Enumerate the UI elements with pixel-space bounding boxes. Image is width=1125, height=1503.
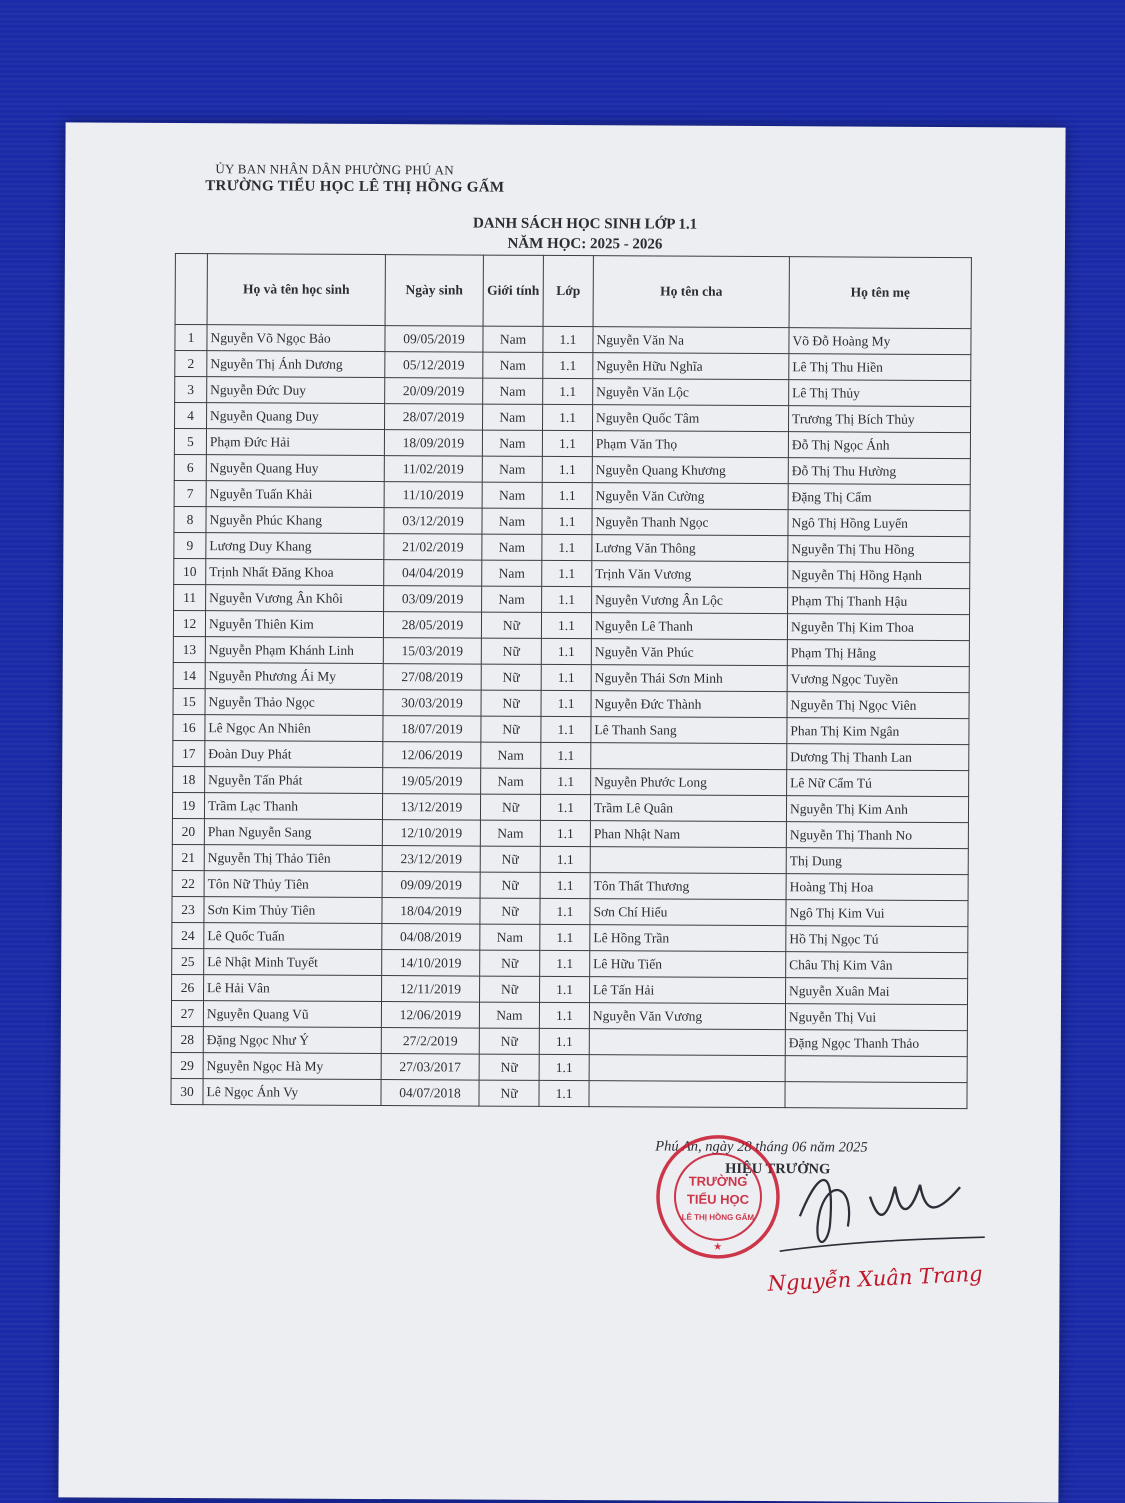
cell-mother-name: Nguyễn Thị Thanh No [786, 822, 968, 849]
cell-father-name: Lê Hữu Tiến [590, 951, 786, 978]
cell-gender: Nữ [479, 1054, 539, 1080]
cell-row-number: 3 [175, 376, 207, 402]
cell-date-of-birth: 04/08/2019 [382, 924, 480, 951]
cell-date-of-birth: 12/10/2019 [382, 820, 480, 847]
cell-student-name: Nguyễn Võ Ngọc Bảo [207, 325, 385, 352]
principal-title: HIỆU TRƯỞNG [725, 1160, 831, 1178]
cell-date-of-birth: 12/11/2019 [382, 976, 480, 1003]
cell-class: 1.1 [542, 560, 592, 586]
cell-class: 1.1 [542, 534, 592, 560]
cell-father-name: Nguyễn Phước Long [591, 769, 787, 796]
cell-mother-name: Nguyễn Thị Kim Thoa [787, 614, 969, 641]
cell-date-of-birth: 18/04/2019 [382, 898, 480, 925]
cell-date-of-birth: 18/07/2019 [383, 716, 481, 743]
cell-row-number: 15 [173, 688, 205, 714]
cell-father-name: Lê Tấn Hải [590, 977, 786, 1004]
cell-class: 1.1 [539, 1054, 589, 1080]
cell-date-of-birth: 03/09/2019 [384, 586, 482, 613]
cell-mother-name: Đặng Ngọc Thanh Thảo [785, 1030, 967, 1057]
cell-date-of-birth: 14/10/2019 [382, 950, 480, 977]
cell-mother-name [785, 1056, 967, 1083]
cell-mother-name: Nguyễn Thị Kim Anh [786, 796, 968, 823]
cell-mother-name: Châu Thị Kim Vân [786, 952, 968, 979]
cell-date-of-birth: 11/10/2019 [384, 482, 482, 509]
cell-date-of-birth: 19/05/2019 [383, 768, 481, 795]
cell-student-name: Lê Quốc Tuấn [204, 923, 382, 950]
agency-name: ỦY BAN NHÂN DÂN PHƯỜNG PHÚ AN [215, 161, 454, 178]
cell-class: 1.1 [543, 352, 593, 378]
cell-gender: Nam [482, 534, 542, 560]
cell-row-number: 26 [172, 974, 204, 1000]
table-body [171, 324, 971, 1108]
cell-row-number: 25 [172, 948, 204, 974]
cell-class: 1.1 [540, 950, 590, 976]
document-page [58, 122, 1065, 1502]
cell-student-name: Tôn Nữ Thủy Tiên [204, 871, 382, 898]
cell-student-name: Nguyễn Vương Ân Khôi [206, 585, 384, 612]
svg-text:TRƯỜNG: TRƯỜNG [688, 1173, 748, 1189]
cell-row-number: 23 [172, 896, 204, 922]
cell-date-of-birth: 23/12/2019 [382, 846, 480, 873]
cell-gender: Nam [482, 482, 542, 508]
cell-row-number: 30 [171, 1078, 203, 1104]
cell-date-of-birth: 18/09/2019 [384, 430, 482, 457]
cell-gender: Nam [482, 456, 542, 482]
cell-class: 1.1 [542, 482, 592, 508]
cell-student-name: Nguyễn Quang Huy [206, 455, 384, 482]
cell-mother-name: Thị Dung [786, 848, 968, 875]
cell-date-of-birth: 12/06/2019 [381, 1002, 479, 1029]
cell-mother-name: Võ Đỗ Hoàng My [789, 328, 971, 355]
cell-student-name: Phan Nguyễn Sang [204, 819, 382, 846]
cell-father-name: Lê Hồng Trần [590, 925, 786, 952]
cell-class: 1.1 [542, 508, 592, 534]
cell-gender: Nam [483, 326, 543, 352]
cell-class: 1.1 [540, 872, 590, 898]
cell-gender: Nam [482, 560, 542, 586]
cell-student-name: Nguyễn Thị Ánh Dương [207, 351, 385, 378]
cell-father-name: Trầm Lê Quân [590, 795, 786, 822]
cell-class: 1.1 [540, 924, 590, 950]
cell-class: 1.1 [541, 742, 591, 768]
cell-date-of-birth: 30/03/2019 [383, 690, 481, 717]
cell-class: 1.1 [542, 430, 592, 456]
cell-father-name [589, 1081, 785, 1108]
cell-date-of-birth: 13/12/2019 [382, 794, 480, 821]
cell-student-name: Sơn Kim Thủy Tiên [204, 897, 382, 924]
cell-father-name [589, 1029, 785, 1056]
cell-student-name: Đoàn Duy Phát [205, 741, 383, 768]
principal-signature [760, 1156, 991, 1267]
cell-father-name [590, 847, 786, 874]
cell-father-name: Nguyễn Văn Lộc [593, 379, 789, 406]
cell-student-name: Trầm Lạc Thanh [204, 793, 382, 820]
cell-student-name: Nguyễn Phạm Khánh Linh [205, 637, 383, 664]
cell-row-number: 16 [173, 714, 205, 740]
cell-class: 1.1 [541, 690, 591, 716]
cell-gender: Nam [480, 820, 540, 846]
cell-father-name: Nguyễn Văn Na [593, 327, 789, 354]
cell-class: 1.1 [542, 456, 592, 482]
cell-class: 1.1 [541, 768, 591, 794]
cell-student-name: Lê Nhật Minh Tuyết [204, 949, 382, 976]
cell-student-name: Nguyễn Thị Thảo Tiên [204, 845, 382, 872]
cell-student-name: Nguyễn Đức Duy [207, 377, 385, 404]
column-header-dob: Ngày sinh [385, 255, 483, 327]
cell-class: 1.1 [543, 404, 593, 430]
cell-student-name: Nguyễn Phúc Khang [206, 507, 384, 534]
cell-row-number: 17 [173, 740, 205, 766]
cell-mother-name [785, 1082, 967, 1109]
cell-row-number: 19 [172, 792, 204, 818]
cell-class: 1.1 [541, 638, 591, 664]
cell-father-name: Nguyễn Vương Ân Lộc [592, 587, 788, 614]
cell-date-of-birth: 05/12/2019 [385, 352, 483, 379]
cell-row-number: 9 [174, 532, 206, 558]
cell-mother-name: Ngô Thị Kim Vui [786, 900, 968, 927]
cell-class: 1.1 [540, 820, 590, 846]
cell-row-number: 29 [171, 1052, 203, 1078]
column-header-student-name: Họ và tên học sinh [207, 254, 385, 326]
cell-student-name: Nguyễn Quang Vũ [203, 1001, 381, 1028]
cell-row-number: 14 [173, 662, 205, 688]
cell-date-of-birth: 21/02/2019 [384, 534, 482, 561]
cell-row-number: 24 [172, 922, 204, 948]
cell-student-name: Nguyễn Tấn Phát [205, 767, 383, 794]
cell-student-name: Lương Duy Khang [206, 533, 384, 560]
column-header-father: Họ tên cha [593, 256, 789, 328]
cell-mother-name: Hồ Thị Ngọc Tú [786, 926, 968, 953]
cell-gender: Nam [482, 508, 542, 534]
cell-date-of-birth: 09/05/2019 [385, 326, 483, 353]
cell-student-name: Nguyễn Ngọc Hà My [203, 1053, 381, 1080]
cell-gender: Nam [483, 378, 543, 404]
cell-date-of-birth: 15/03/2019 [383, 638, 481, 665]
column-header-stt [175, 253, 207, 324]
cell-gender: Nam [482, 586, 542, 612]
cell-father-name: Tôn Thất Thương [590, 873, 786, 900]
cell-row-number: 21 [172, 844, 204, 870]
cell-row-number: 6 [174, 454, 206, 480]
svg-text:★: ★ [713, 1241, 723, 1253]
document-title: DANH SÁCH HỌC SINH LỚP 1.1 [472, 215, 698, 233]
svg-text:TIỂU HỌC: TIỂU HỌC [686, 1191, 750, 1207]
cell-row-number: 22 [172, 870, 204, 896]
cell-row-number: 20 [172, 818, 204, 844]
cell-father-name: Phan Nhật Nam [590, 821, 786, 848]
cell-student-name: Lê Ngọc An Nhiên [205, 715, 383, 742]
cell-gender: Nam [481, 768, 541, 794]
cell-date-of-birth: 04/07/2018 [381, 1080, 479, 1107]
cell-class: 1.1 [541, 612, 591, 638]
cell-father-name [589, 1055, 785, 1082]
cell-gender: Nam [481, 742, 541, 768]
cell-mother-name: Nguyễn Thị Ngọc Viên [787, 692, 969, 719]
cell-date-of-birth: 04/04/2019 [384, 560, 482, 587]
cell-class: 1.1 [540, 898, 590, 924]
column-header-mother: Họ tên mẹ [789, 257, 971, 329]
cell-gender: Nữ [480, 872, 540, 898]
cell-mother-name: Nguyễn Thị Vui [785, 1004, 967, 1031]
cell-mother-name: Vương Ngọc Tuyền [787, 666, 969, 693]
cell-gender: Nữ [480, 976, 540, 1002]
cell-mother-name: Nguyễn Thị Hồng Hạnh [788, 562, 970, 589]
cell-row-number: 27 [171, 1000, 203, 1026]
cell-father-name: Nguyễn Văn Phúc [591, 639, 787, 666]
cell-row-number: 11 [174, 584, 206, 610]
cell-father-name: Nguyễn Quốc Tâm [592, 405, 788, 432]
cell-gender: Nữ [481, 716, 541, 742]
column-header-class: Lớp [543, 255, 593, 326]
cell-class: 1.1 [539, 1080, 589, 1106]
cell-mother-name: Đỗ Thị Ngọc Ánh [788, 432, 970, 459]
cell-student-name: Nguyễn Tuấn Khải [206, 481, 384, 508]
cell-date-of-birth: 27/2/2019 [381, 1028, 479, 1055]
cell-student-name: Phạm Đức Hải [206, 429, 384, 456]
cell-gender: Nam [483, 404, 543, 430]
cell-father-name: Nguyễn Quang Khương [592, 457, 788, 484]
cell-row-number: 1 [175, 324, 207, 350]
cell-father-name: Nguyễn Đức Thành [591, 691, 787, 718]
cell-mother-name: Lê Thị Thủy [789, 380, 971, 407]
cell-father-name: Phạm Văn Thọ [592, 431, 788, 458]
cell-row-number: 10 [174, 558, 206, 584]
cell-class: 1.1 [540, 794, 590, 820]
cell-class: 1.1 [540, 846, 590, 872]
cell-mother-name: Ngô Thị Hồng Luyến [788, 510, 970, 537]
cell-gender: Nữ [481, 612, 541, 638]
cell-mother-name: Trương Thị Bích Thủy [788, 406, 970, 433]
cell-mother-name: Phan Thị Kim Ngân [787, 718, 969, 745]
cell-father-name: Trịnh Văn Vương [592, 561, 788, 588]
cell-father-name: Nguyễn Thanh Ngọc [592, 509, 788, 536]
cell-row-number: 5 [174, 428, 206, 454]
cell-gender: Nam [483, 352, 543, 378]
cell-mother-name: Dương Thị Thanh Lan [787, 744, 969, 771]
cell-student-name: Nguyễn Thảo Ngọc [205, 689, 383, 716]
cell-row-number: 7 [174, 480, 206, 506]
cell-father-name: Lê Thanh Sang [591, 717, 787, 744]
place-date: Phú An, ngày 28 tháng 06 năm 2025 [655, 1138, 868, 1156]
school-year: NĂM HỌC: 2025 - 2026 [507, 235, 663, 253]
cell-mother-name: Phạm Thị Hằng [787, 640, 969, 667]
cell-class: 1.1 [539, 1002, 589, 1028]
cell-gender: Nữ [479, 1028, 539, 1054]
cell-row-number: 4 [175, 402, 207, 428]
cell-row-number: 28 [171, 1026, 203, 1052]
cell-gender: Nữ [480, 794, 540, 820]
cell-mother-name: Phạm Thị Thanh Hậu [788, 588, 970, 615]
cell-student-name: Đặng Ngọc Như Ý [203, 1027, 381, 1054]
cell-class: 1.1 [540, 976, 590, 1002]
cell-gender: Nữ [480, 898, 540, 924]
cell-mother-name: Nguyễn Xuân Mai [786, 978, 968, 1005]
cell-row-number: 8 [174, 506, 206, 532]
cell-date-of-birth: 28/05/2019 [383, 612, 481, 639]
cell-father-name: Nguyễn Lê Thanh [591, 613, 787, 640]
table-header-row [175, 253, 971, 328]
cell-father-name: Nguyễn Thái Sơn Minh [591, 665, 787, 692]
cell-gender: Nam [482, 430, 542, 456]
cell-row-number: 18 [173, 766, 205, 792]
cell-gender: Nữ [481, 690, 541, 716]
cell-mother-name: Hoàng Thị Hoa [786, 874, 968, 901]
student-table [170, 253, 971, 1109]
cell-class: 1.1 [541, 716, 591, 742]
cell-father-name: Sơn Chí Hiếu [590, 899, 786, 926]
cell-father-name: Nguyễn Văn Vương [589, 1003, 785, 1030]
cell-gender: Nữ [481, 664, 541, 690]
cell-mother-name: Lê Thị Thu Hiền [789, 354, 971, 381]
cell-date-of-birth: 11/02/2019 [384, 456, 482, 483]
cell-mother-name: Nguyễn Thị Thu Hồng [788, 536, 970, 563]
cell-gender: Nam [480, 924, 540, 950]
svg-text:LÊ THỊ HỒNG GẤM: LÊ THỊ HỒNG GẤM [681, 1212, 755, 1223]
cell-class: 1.1 [541, 664, 591, 690]
cell-gender: Nữ [481, 638, 541, 664]
school-name: TRƯỜNG TIỂU HỌC LÊ THỊ HỒNG GẤM [205, 178, 505, 196]
cell-mother-name: Đỗ Thị Thu Hường [788, 458, 970, 485]
cell-father-name: Lương Văn Thông [592, 535, 788, 562]
cell-gender: Nữ [480, 846, 540, 872]
table-row [171, 1078, 967, 1108]
cell-father-name [591, 743, 787, 770]
cell-class: 1.1 [542, 586, 592, 612]
cell-student-name: Lê Ngọc Ánh Vy [203, 1079, 381, 1106]
cell-row-number: 2 [175, 350, 207, 376]
cell-gender: Nam [479, 1002, 539, 1028]
cell-mother-name: Đặng Thị Cẩm [788, 484, 970, 511]
column-header-gender: Giới tính [483, 255, 543, 326]
cell-student-name: Nguyễn Quang Duy [207, 403, 385, 430]
cell-student-name: Nguyễn Phương Ái My [205, 663, 383, 690]
cell-class: 1.1 [543, 378, 593, 404]
cell-date-of-birth: 09/09/2019 [382, 872, 480, 899]
cell-date-of-birth: 20/09/2019 [385, 378, 483, 405]
cell-student-name: Trịnh Nhất Đăng Khoa [206, 559, 384, 586]
cell-gender: Nữ [480, 950, 540, 976]
cell-date-of-birth: 27/08/2019 [383, 664, 481, 691]
cell-class: 1.1 [539, 1028, 589, 1054]
cell-date-of-birth: 27/03/2017 [381, 1054, 479, 1081]
cell-row-number: 13 [173, 636, 205, 662]
signer-name: Nguyễn Xuân Trang [767, 1261, 984, 1296]
cell-gender: Nữ [479, 1080, 539, 1106]
cell-father-name: Nguyễn Hữu Nghĩa [593, 353, 789, 380]
cell-class: 1.1 [543, 326, 593, 352]
cell-student-name: Lê Hải Vân [204, 975, 382, 1002]
cell-date-of-birth: 03/12/2019 [384, 508, 482, 535]
cell-row-number: 12 [173, 610, 205, 636]
cell-father-name: Nguyễn Văn Cường [592, 483, 788, 510]
cell-mother-name: Lê Nữ Cẩm Tú [787, 770, 969, 797]
cell-date-of-birth: 28/07/2019 [385, 404, 483, 431]
cell-student-name: Nguyễn Thiên Kim [205, 611, 383, 638]
cell-date-of-birth: 12/06/2019 [383, 742, 481, 769]
